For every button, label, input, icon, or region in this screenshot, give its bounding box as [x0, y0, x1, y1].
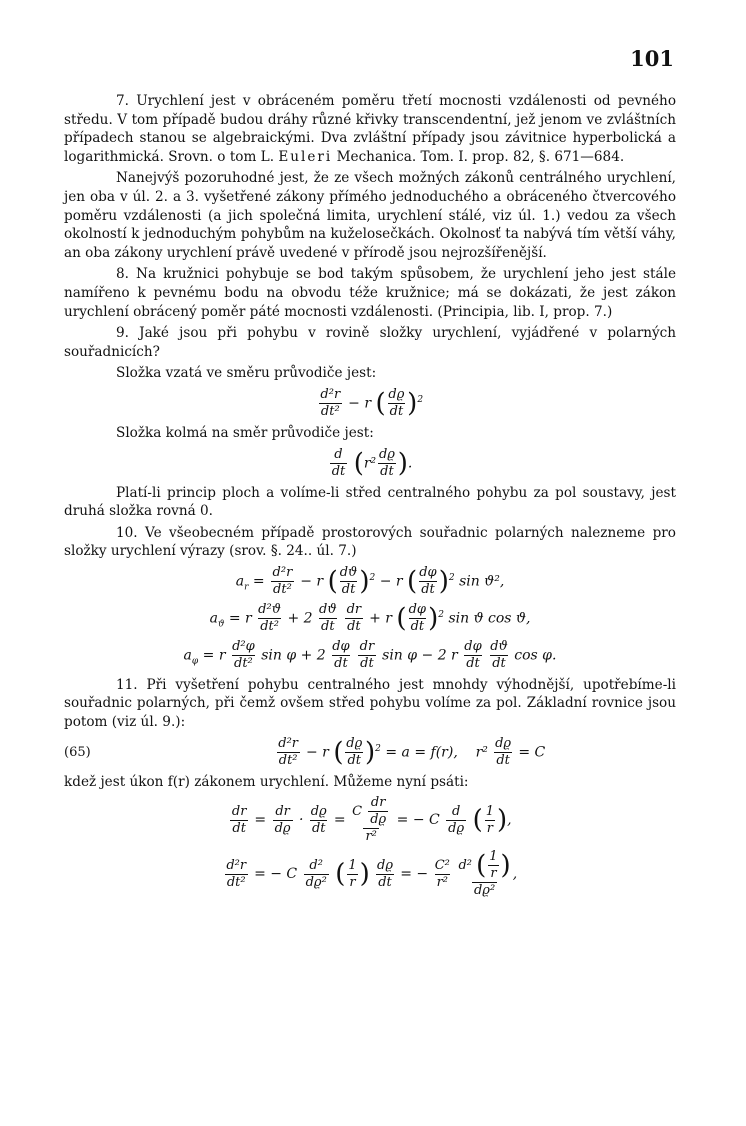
- paragraph-11b: kdež jest úkon f(r) zákonem urychlení. Můžeme nyní psáti:: [64, 773, 469, 790]
- paragraph-9: 9. Jaké jsou při pohybu v rovině složky urychlení, vyjádřené v polarných souřadnicích?: [64, 325, 676, 360]
- equation-aphi: $a_\varphi = r$ $\frac{\text{d²φ}}{\text{dt²}}$ sin φ + 2 $\frac{d\varphi}{dt}$ $\frac{dr}{dt}$ sin φ − 2 r $\frac{d\varphi}{dt}$ $\frac{dϑ}{dt}$ cos φ.: [183, 638, 557, 671]
- label-radial-component: Složka vzatá ve směru průvodiče jest:: [116, 365, 377, 382]
- equation-ar: $a_r$ = $\frac{\text{d²r}}{\text{dt²}}$ − r ( $\frac{dϑ}{dt}$ )$^2$ − r ( $\frac{d\varphi}{dt}$ )$^2$ sin ϑ²,: [235, 564, 505, 597]
- page-number: 101: [630, 46, 674, 71]
- equation-number: (65): [64, 744, 91, 760]
- paragraph-9b: Platí-li princip ploch a volíme-li střed centralného pohybu za pol soustavy, jest druhá složka rovná 0.: [64, 484, 676, 520]
- equation-radial: $\frac{\text{d²r}}{\text{dt²}}$ − r ( $\frac{dϱ}{dt}$ )$^2$: [320, 386, 424, 419]
- page-body: [64, 92, 676, 903]
- equation-d2r-dt2: $\frac{\text{d²r}}{\text{dt²}}$ = − C $\frac{\text{d²}}{\text{dϱ²}}$ ( $\frac{1}{r}$ ) $\frac{dϱ}{dt}$ = − $\frac{\text{C²}}{\text{r²}}$ d² ( $\frac{1}{r}$ ) dϱ² ,: [226, 849, 518, 899]
- equation-dr-dt: $\frac{dr}{dt}$ = $\frac{dr}{dϱ}$ · $\frac{dϱ}{dt}$ = C $\frac{dr}{dϱ}$ r² = − C $\frac{d}{dϱ}$ ( $\frac{1}{r}$ ),: [231, 795, 512, 845]
- paragraph-7b: Nanejvýš pozoruhodné jest, že ze všech možných zákonů centrálného urychlení, jen oba v úl. 2. a 3. vyšetřené zákony přímého jednoduchého a obráceného čtvercového poměru vzdálenosti (a jich společná limita, urychlení stálé, viz úl. 1.) vedou za všech okolností k jednoduchým pohybům na kuželosečkách. Okolnosť ta nabývá tím větší váhy, an oba zákony urychlení právě uvedené v přírodě jsou nejrozšířenější.: [64, 170, 676, 261]
- equation-transverse: $\frac{d}{dt}$ (r² $\frac{dϱ}{dt}$ ).: [331, 446, 413, 479]
- paragraph-10: 10. Ve všeobecném případě prostorových souřadnic polarných nalezneme pro složky urychlení výrazy (srov. §. 24.. úl. 7.): [64, 524, 676, 560]
- paragraph-8: 8. Na kružnici pohybuje se bod takým spůsobem, že urychlení jeho jest stále namířeno k pevnému bodu na obvodu téže kružnice; má se dokázati, že jest zákon urychlení obrácený poměr páté mocnosti vzdálenosti. (Principia, lib. I, prop. 7.): [64, 266, 676, 320]
- equation-65: (65) $\frac{\text{d²r}}{\text{dt²}}$ − r ( $\frac{dϱ}{dt}$ )$^2$ = a = f(r), r² $\frac{dϱ}{dt}$ = C: [64, 735, 546, 768]
- equation-atheta: $a_ϑ = r$ $\frac{\text{d²ϑ}}{\text{dt²}}$ + 2 $\frac{dϑ}{dt}$ $\frac{dr}{dt}$ + r ( $\frac{d\varphi}{dt}$ )$^2$ sin ϑ cos ϑ,: [209, 601, 531, 634]
- paragraph-11: 11. Při vyšetření pohybu centralného jest mnohdy výhodnější, upotřebíme-li souřadnic polarných, při čemž ovšem střed pohybu volíme za pol. Základní rovnice jsou potom (viz úl. 9.):: [64, 676, 676, 731]
- label-transverse-component: Složka kolmá na směr průvodiče jest:: [116, 424, 374, 441]
- paragraph-7: 7. Urychlení jest v obráceném poměru třetí mocnosti vzdálenosti od pevného středu. V tom případě budou dráhy různé křivky transcendentní, jež jenom ve zvláštních případech stanou se algebraickými. Dva zvláštní případy jsou závitnice hyperbolická a logarithmická. Srovn. o tom L. Euleri Mechanica. Tom. I. prop. 82, §. 671—684.: [64, 93, 676, 165]
